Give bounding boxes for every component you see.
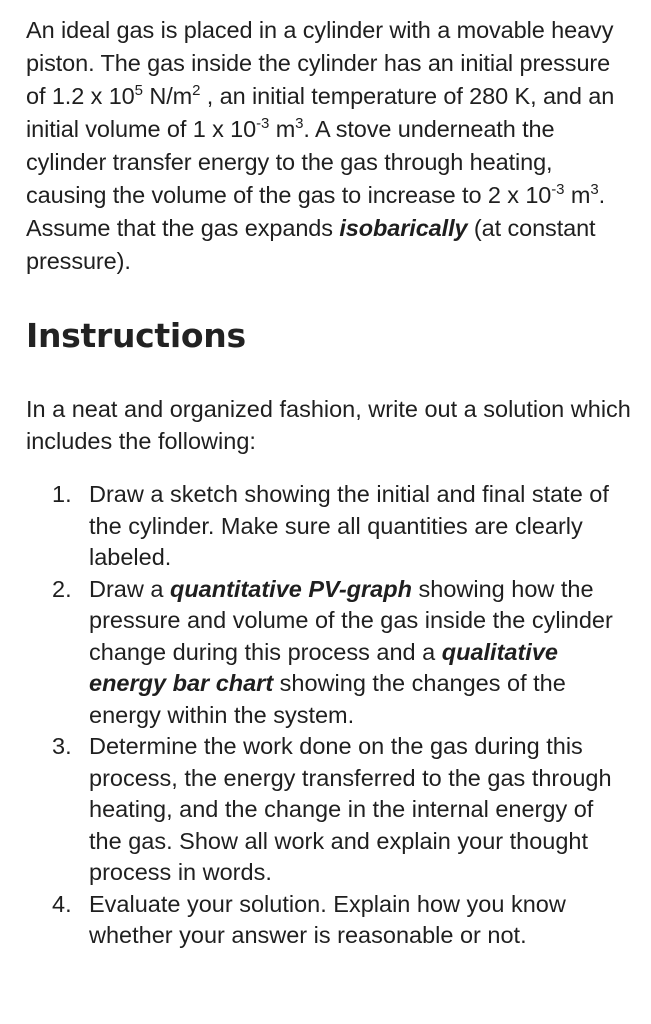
list-item [26, 731, 631, 889]
list-item-text: showing the changes of the energy within the system. [89, 670, 566, 728]
list-item-text: Draw a [89, 575, 170, 602]
list-number: 1. [52, 481, 72, 507]
problem-text: m [564, 182, 591, 208]
exponent: 3 [295, 115, 304, 132]
list-item-text: Evaluate your solution. Explain how you know whether your answer is reasonable or not. [89, 890, 566, 948]
problem-text: m [269, 116, 296, 142]
problem-text: . A stove underneath the cylinder transfer energy to the gas through heating, causing the volume of the gas to increase to 2 x 10 [26, 116, 555, 208]
list-item-text: Determine the work done on the gas during this process, the energy transferred to the gas through heating, and the change in the internal energy of the gas. Show all work and explain your thought process in words. [89, 733, 612, 885]
list-number: 3. [52, 733, 72, 759]
list-item-text: showing how the pressure and volume of the gas inside the cylinder change during this process and a [89, 575, 613, 665]
exponent: -3 [256, 115, 270, 132]
problem-text: (at constant pressure). [26, 215, 596, 274]
list-item [26, 479, 631, 574]
emphasis-isobarically: isobarically [339, 215, 468, 241]
document-page [26, 14, 631, 952]
instructions-list [26, 479, 631, 952]
problem-text: An ideal gas is placed in a cylinder with a movable heavy piston. The gas inside the cylinder has an initial pressure of 1.2 x 10 [26, 17, 614, 109]
instructions-heading: Instructions [26, 316, 246, 355]
list-item-text: Draw a sketch showing the initial and final state of the cylinder. Make sure all quantities are clearly labeled. [89, 481, 609, 570]
emphasis-energy-bar-chart: qualitative energy bar chart [89, 638, 558, 696]
problem-text: , an initial temperature of 280 K, and an initial volume of 1 x 10 [26, 83, 615, 142]
list-item [26, 574, 631, 732]
exponent: 5 [134, 82, 143, 99]
exponent: 2 [192, 82, 201, 99]
exponent: -3 [551, 181, 565, 198]
exponent: 3 [590, 181, 599, 198]
problem-statement [26, 14, 631, 278]
list-number: 2. [52, 575, 72, 602]
instructions-intro: In a neat and organized fashion, write out a solution which includes the following: [26, 396, 631, 454]
list-item [26, 889, 631, 952]
problem-text: . Assume that the gas expands [26, 182, 606, 241]
problem-text: N/m [142, 83, 193, 109]
emphasis-pv-graph: quantitative PV-graph [169, 575, 412, 602]
list-number: 4. [52, 890, 72, 917]
